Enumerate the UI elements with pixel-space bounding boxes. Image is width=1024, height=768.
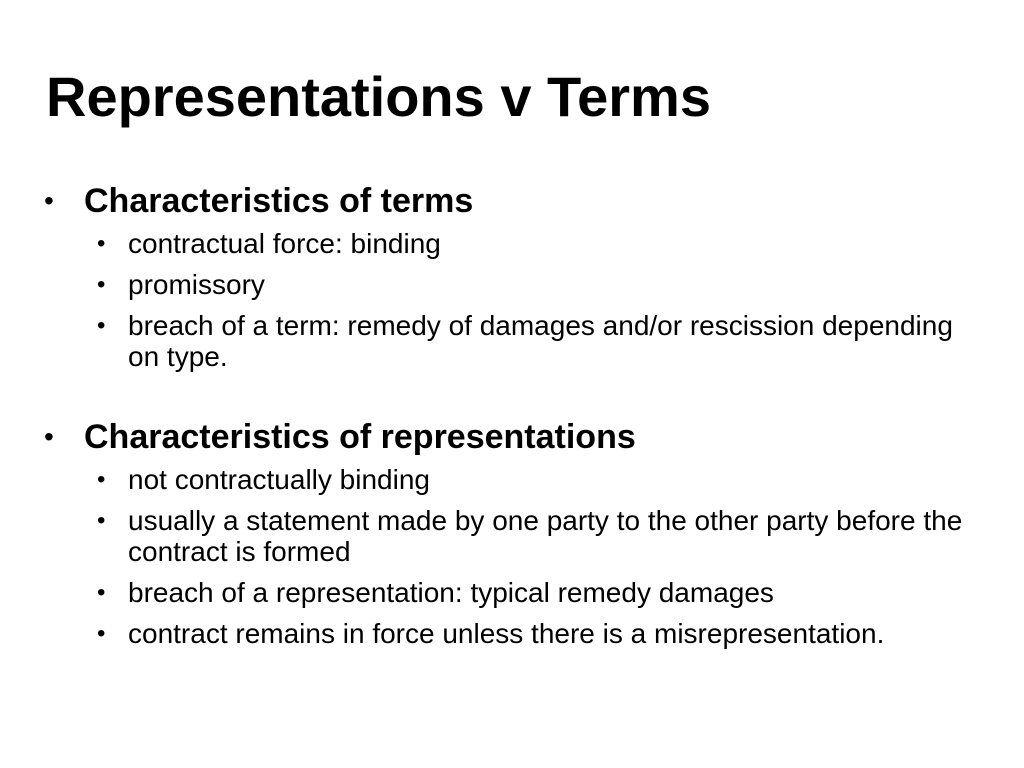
bullet-icon: • xyxy=(44,185,54,216)
list-item xyxy=(0,464,978,495)
list-item-text: promissory xyxy=(128,269,265,300)
list-item-text: breach of a representation: typical remedy damages xyxy=(128,577,774,608)
list-item xyxy=(0,310,978,372)
list-item-text: usually a statement made by one party to the other party before the contract is formed xyxy=(128,505,963,567)
list-item xyxy=(0,577,978,608)
list-item-text: breach of a term: remedy of damages and/or rescission depending on type. xyxy=(128,310,953,372)
sub-bullet-list xyxy=(0,228,1024,372)
bullet-icon: • xyxy=(97,507,106,534)
section-heading-row xyxy=(0,178,1024,224)
bullet-icon: • xyxy=(97,620,106,647)
list-item xyxy=(0,269,978,300)
slide-title: Representations v Terms xyxy=(46,65,711,128)
section-heading: Characteristics of terms xyxy=(84,182,474,220)
section-heading-row xyxy=(0,414,1024,460)
bullet-icon: • xyxy=(97,271,106,298)
list-item xyxy=(0,505,978,567)
section-terms xyxy=(0,178,1024,372)
list-item-text: not contractually binding xyxy=(128,464,430,495)
list-item-text: contract remains in force unless there is a misrepresentation. xyxy=(128,618,885,649)
bullet-icon: • xyxy=(97,579,106,606)
section-heading: Characteristics of representations xyxy=(84,418,636,456)
bullet-icon: • xyxy=(44,421,54,452)
bullet-icon: • xyxy=(97,230,106,257)
sub-bullet-list xyxy=(0,464,1024,649)
list-item xyxy=(0,618,978,649)
list-item xyxy=(0,228,978,259)
section-representations xyxy=(0,414,1024,649)
bullet-icon: • xyxy=(97,466,106,493)
list-item-text: contractual force: binding xyxy=(128,228,441,259)
bullet-icon: • xyxy=(97,312,106,339)
